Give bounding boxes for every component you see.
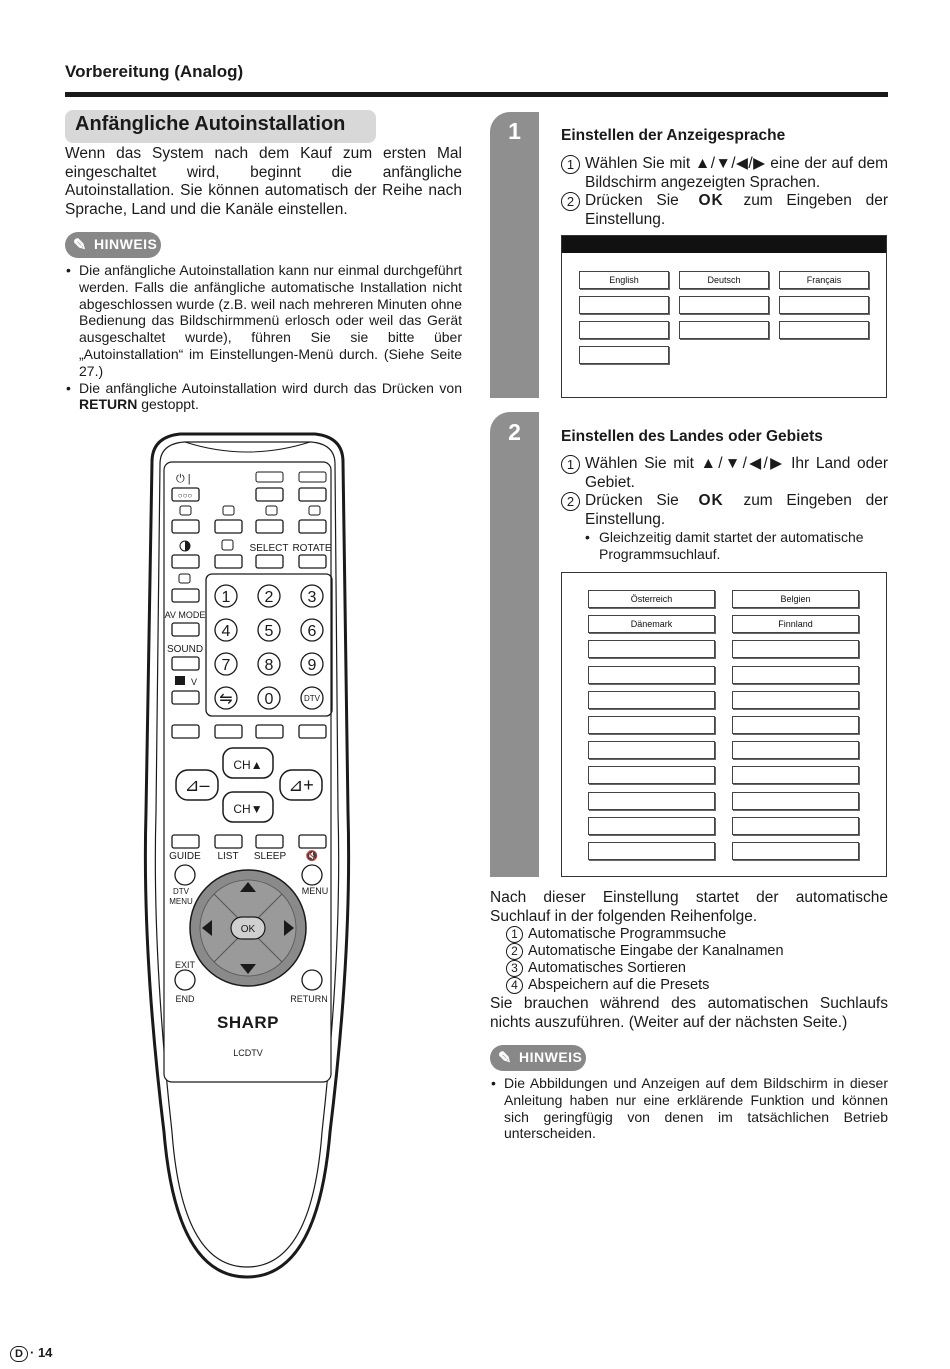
country-option[interactable] <box>588 817 715 835</box>
svg-text:⊿–: ⊿– <box>184 775 210 795</box>
guide-label: GUIDE <box>169 851 201 862</box>
select-label: SELECT <box>249 543 289 554</box>
instruction-item: 2 Drücken Sie OK zum Eingeben der Einstellung. <box>561 492 888 529</box>
country-option[interactable]: Finnland <box>732 615 859 633</box>
digit-label: 1 <box>221 589 231 606</box>
step-2-instructions <box>561 455 888 563</box>
digit-label: ⇋ <box>219 691 233 708</box>
end-label: END <box>175 994 195 1004</box>
language-option[interactable] <box>679 321 769 339</box>
sound-label: SOUND <box>166 644 204 655</box>
svg-text:○○○: ○○○ <box>177 491 193 500</box>
sequence-item: 1 Automatische Programmsuche <box>506 926 784 943</box>
page-footer <box>10 1345 52 1362</box>
language-option[interactable]: Deutsch <box>679 271 769 289</box>
hinweis-label: HINWEIS <box>94 236 158 252</box>
country-option[interactable]: Österreich <box>588 590 715 608</box>
section-header: Vorbereitung (Analog) <box>65 62 244 81</box>
language-option[interactable] <box>779 321 869 339</box>
step-1-instructions <box>561 155 888 229</box>
svg-text:⊿+: ⊿+ <box>288 775 314 795</box>
language-option[interactable] <box>779 296 869 314</box>
remote-control-illustration <box>140 432 355 1282</box>
note-item: • Die Abbildungen und Anzeigen auf dem Bildschirm in dieser Anleitung haben nur eine erklärende Funktion und können sich geringfügig von denen im tatsächlichen Betrieb unterscheiden. <box>490 1075 888 1142</box>
dtv-label: DTV <box>304 694 320 703</box>
sequence-item: 4 Abspeichern auf die Presets <box>506 977 784 994</box>
country-option[interactable] <box>732 640 859 658</box>
country-option[interactable] <box>732 792 859 810</box>
step-1-bar <box>490 112 539 398</box>
instruction-item: 1 Wählen Sie mit ▲/▼/◀/▶ eine der auf dem Bildschirm angezeigten Sprachen. <box>561 155 888 192</box>
country-option[interactable] <box>588 766 715 784</box>
after-paragraph-2: Sie brauchen während des automatischen Suchlaufs nichts auszuführen. (Weiter auf der nächsten Seite.) <box>490 995 888 1031</box>
step-circle-number: 2 <box>561 192 580 211</box>
language-option[interactable] <box>679 296 769 314</box>
country-option[interactable]: Belgien <box>732 590 859 608</box>
digit-label: 0 <box>264 691 274 708</box>
note-item: • Die anfängliche Autoinstallation kann nur einmal durchgeführt werden. Falls die anfängliche automatische Installation nicht abgeschlossen wurde (z.B. weil nach mehreren Minuten ohne Bedienung das Bildschirmmenü erlosch oder weil das Gerät ausgeschaltet wurde), führen Sie sie bitte über „Autoinstallation“ im Einstellungen-Menü durch. (Siehe Seite 27.) <box>65 262 462 380</box>
digit-label: 2 <box>264 589 274 606</box>
search-sequence-list <box>506 926 784 994</box>
country-screen <box>561 572 887 877</box>
ch-up-label: CH▲ <box>233 758 263 772</box>
country-option[interactable] <box>732 817 859 835</box>
language-option[interactable] <box>579 321 669 339</box>
instruction-item: 2 Drücken Sie OK zum Eingeben der Einstellung. <box>561 192 888 229</box>
digit-label: 4 <box>221 623 231 640</box>
notes-right <box>490 1075 888 1142</box>
digit-label: 3 <box>307 589 317 606</box>
brand-logo: SHARP <box>216 1013 280 1032</box>
sleep-label: SLEEP <box>253 851 287 862</box>
sequence-number: 3 <box>506 960 523 977</box>
sequence-number: 1 <box>506 926 523 943</box>
notes-left <box>65 262 462 413</box>
hinweis-label: HINWEIS <box>519 1049 583 1065</box>
step-2-number: 2 <box>508 419 521 445</box>
note-item: • Die anfängliche Autoinstallation wird durch das Drücken von RETURN gestoppt. <box>65 380 462 414</box>
rotate-label: ROTATE <box>292 543 332 554</box>
country-option[interactable] <box>588 640 715 658</box>
step-1-title: Einstellen der Anzeigesprache <box>561 127 786 144</box>
country-option[interactable] <box>588 792 715 810</box>
page-number: · 14 <box>30 1345 53 1360</box>
country-option[interactable] <box>732 666 859 684</box>
step-circle-number: 1 <box>561 455 580 474</box>
step-circle-number: 1 <box>561 155 580 174</box>
step-1-number: 1 <box>508 118 521 144</box>
dtv-menu-label-1: DTV <box>173 887 189 896</box>
sequence-item: 2 Automatische Eingabe der Kanalnamen <box>506 943 784 960</box>
country-option[interactable] <box>588 741 715 759</box>
digit-label: 5 <box>264 623 274 640</box>
language-option[interactable] <box>579 296 669 314</box>
language-option[interactable]: Français <box>779 271 869 289</box>
country-option[interactable] <box>588 716 715 734</box>
country-option[interactable] <box>732 766 859 784</box>
step-circle-number: 2 <box>561 492 580 511</box>
exit-label: EXIT <box>174 960 196 970</box>
sequence-number: 4 <box>506 977 523 994</box>
country-option[interactable] <box>588 842 715 860</box>
country-option[interactable] <box>588 691 715 709</box>
footer-letter: D <box>10 1346 28 1362</box>
language-screen <box>561 235 887 398</box>
step-2-title: Einstellen des Landes oder Gebiets <box>561 428 823 445</box>
country-option[interactable] <box>732 716 859 734</box>
language-option[interactable] <box>579 346 669 364</box>
ok-label: OK <box>240 924 256 935</box>
av-mode-label: AV MODE <box>164 610 206 620</box>
return-label: RETURN <box>290 994 328 1004</box>
hinweis-badge <box>65 232 161 258</box>
ch-down-label: CH▼ <box>233 802 263 816</box>
country-option[interactable]: Dänemark <box>588 615 715 633</box>
dolby-label: V <box>191 677 198 687</box>
language-option[interactable]: English <box>579 271 669 289</box>
instruction-item: 1 Wählen Sie mit ▲/▼/◀/▶ Ihr Land oder Gebiet. <box>561 455 888 492</box>
page-title: Anfängliche Autoinstallation <box>65 110 376 143</box>
pencil-icon: ✎ <box>73 237 87 254</box>
after-paragraph: Nach dieser Einstellung startet der automatische Suchlauf in der folgenden Reihenfolge. <box>490 889 888 925</box>
digit-label: 8 <box>264 657 274 674</box>
model-label: LCDTV <box>233 1048 263 1058</box>
hinweis-badge-2 <box>490 1045 586 1071</box>
digit-label: 6 <box>307 623 317 640</box>
mute-icon: 🔇 <box>305 851 319 862</box>
screen-title-bar <box>562 236 886 253</box>
pencil-icon: ✎ <box>498 1050 512 1067</box>
digit-label: 7 <box>221 657 231 674</box>
step-2-bar <box>490 412 539 877</box>
country-option[interactable] <box>588 666 715 684</box>
menu-label: MENU <box>301 886 329 896</box>
country-option[interactable] <box>732 741 859 759</box>
power-icon: ⏻ | <box>176 473 191 485</box>
country-option[interactable] <box>732 691 859 709</box>
sequence-item: 3 Automatisches Sortieren <box>506 960 784 977</box>
header-rule <box>65 92 888 97</box>
sub-note: • Gleichzeitig damit startet der automatische Programmsuchlauf. <box>561 529 888 563</box>
dtv-menu-label-2: MENU <box>169 897 193 906</box>
list-label: LIST <box>217 851 239 862</box>
sequence-number: 2 <box>506 943 523 960</box>
digit-label: 9 <box>307 657 317 674</box>
country-option[interactable] <box>732 842 859 860</box>
intro-paragraph: Wenn das System nach dem Kauf zum ersten Mal eingeschaltet wird, beginnt die anfängliche Autoinstallation. Sie können automatisch der Reihe nach Sprache, Land und die Kanäle einstellen. <box>65 145 462 218</box>
